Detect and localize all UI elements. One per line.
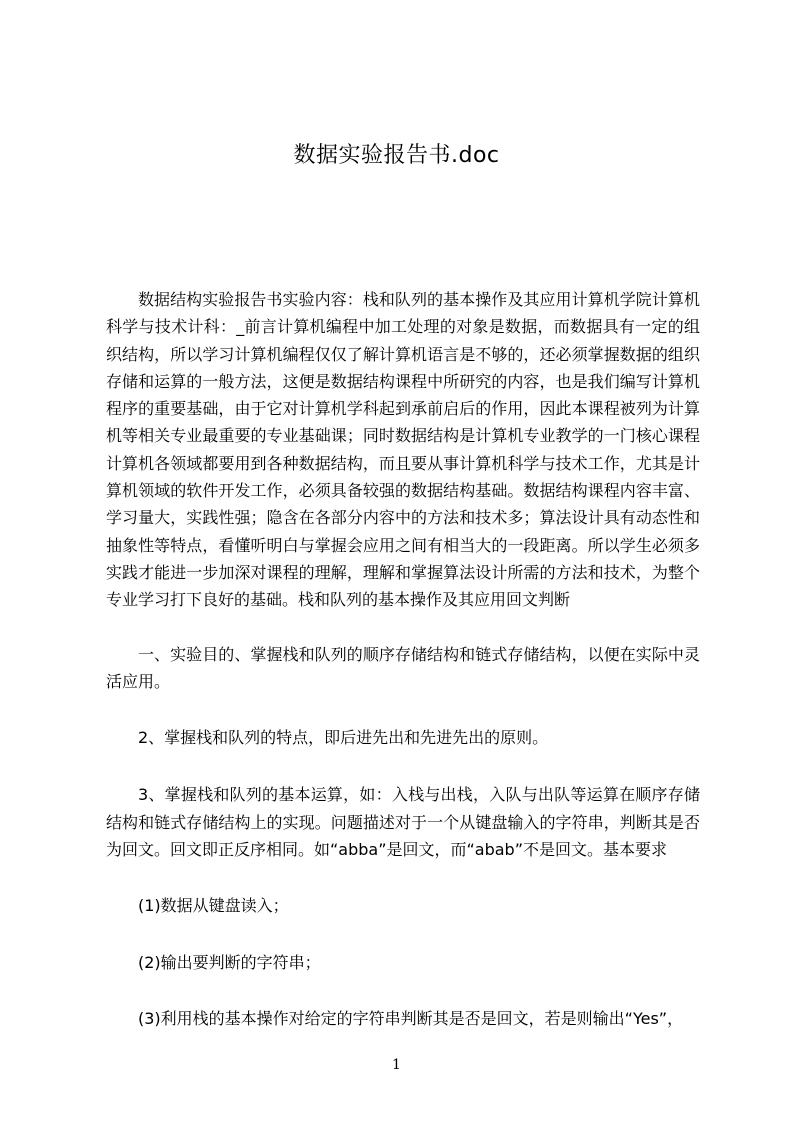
paragraph-requirement-1: (1)数据从键盘读入；: [138, 896, 289, 916]
document-body: [106, 286, 700, 1032]
paragraph-requirement-3: (3)利用栈的基本操作对给定的字符串判断其是否是回文，若是则输出“Yes”，: [138, 1008, 684, 1028]
document-title: 数据实验报告书.doc: [293, 143, 500, 168]
paragraph-experiment-goal-2: 2、掌握栈和队列的特点，即后进先出和先进先出的原则。: [138, 728, 549, 748]
paragraph-requirement-2: (2)输出要判断的字符串；: [138, 952, 321, 972]
page-number: 1: [392, 1057, 401, 1073]
paragraph-experiment-goal-3: 3、掌握栈和队列的基本运算，如：入栈与出栈，入队与出队等运算在顺序存储结构和链式存储结构上的实现。问题描述对于一个从键盘输入的字符串，判断其是否为回文。回文即正反序相同。如“abba”是回文，而“abab”不是回文。基本要求: [106, 785, 700, 860]
paragraph-intro: 数据结构实验报告书实验内容：栈和队列的基本操作及其应用计算机学院计算机科学与技术计科：_前言计算机编程中加工处理的对象是数据，而数据具有一定的组织结构，所以学习计算机编程仅仅了解计算机语言是不够的，还必须掌握数据的组织存储和运算的一般方法，这便是数据结构课程中所研究的内容，也是我们编写计算机程序的重要基础，由于它对计算机学科起到承前启后的作用，因此本课程被列为计算机等相关专业最重要的专业基础课；同时数据结构是计算机专业教学的一门核心课程计算机各领域都要用到各种数据结构，而且要从事计算机科学与技术工作，尤其是计算机领域的软件开发工作，必须具备较强的数据结构基础。数据结构课程内容丰富、学习量大，实践性强；隐含在各部分内容中的方法和技术多；算法设计具有动态性和抽象性等特点，看懂听明白与掌握会应用之间有相当大的一段距离。所以学生必须多实践才能进一步加深对课程的理解，理解和掌握算法设计所需的方法和技术，为整个专业学习打下良好的基础。栈和队列的基本操作及其应用回文判断: [106, 290, 700, 610]
paragraph-experiment-goal-1: 一、实验目的、掌握栈和队列的顺序存储结构和链式存储结构，以便在实际中灵活应用。: [106, 644, 700, 691]
